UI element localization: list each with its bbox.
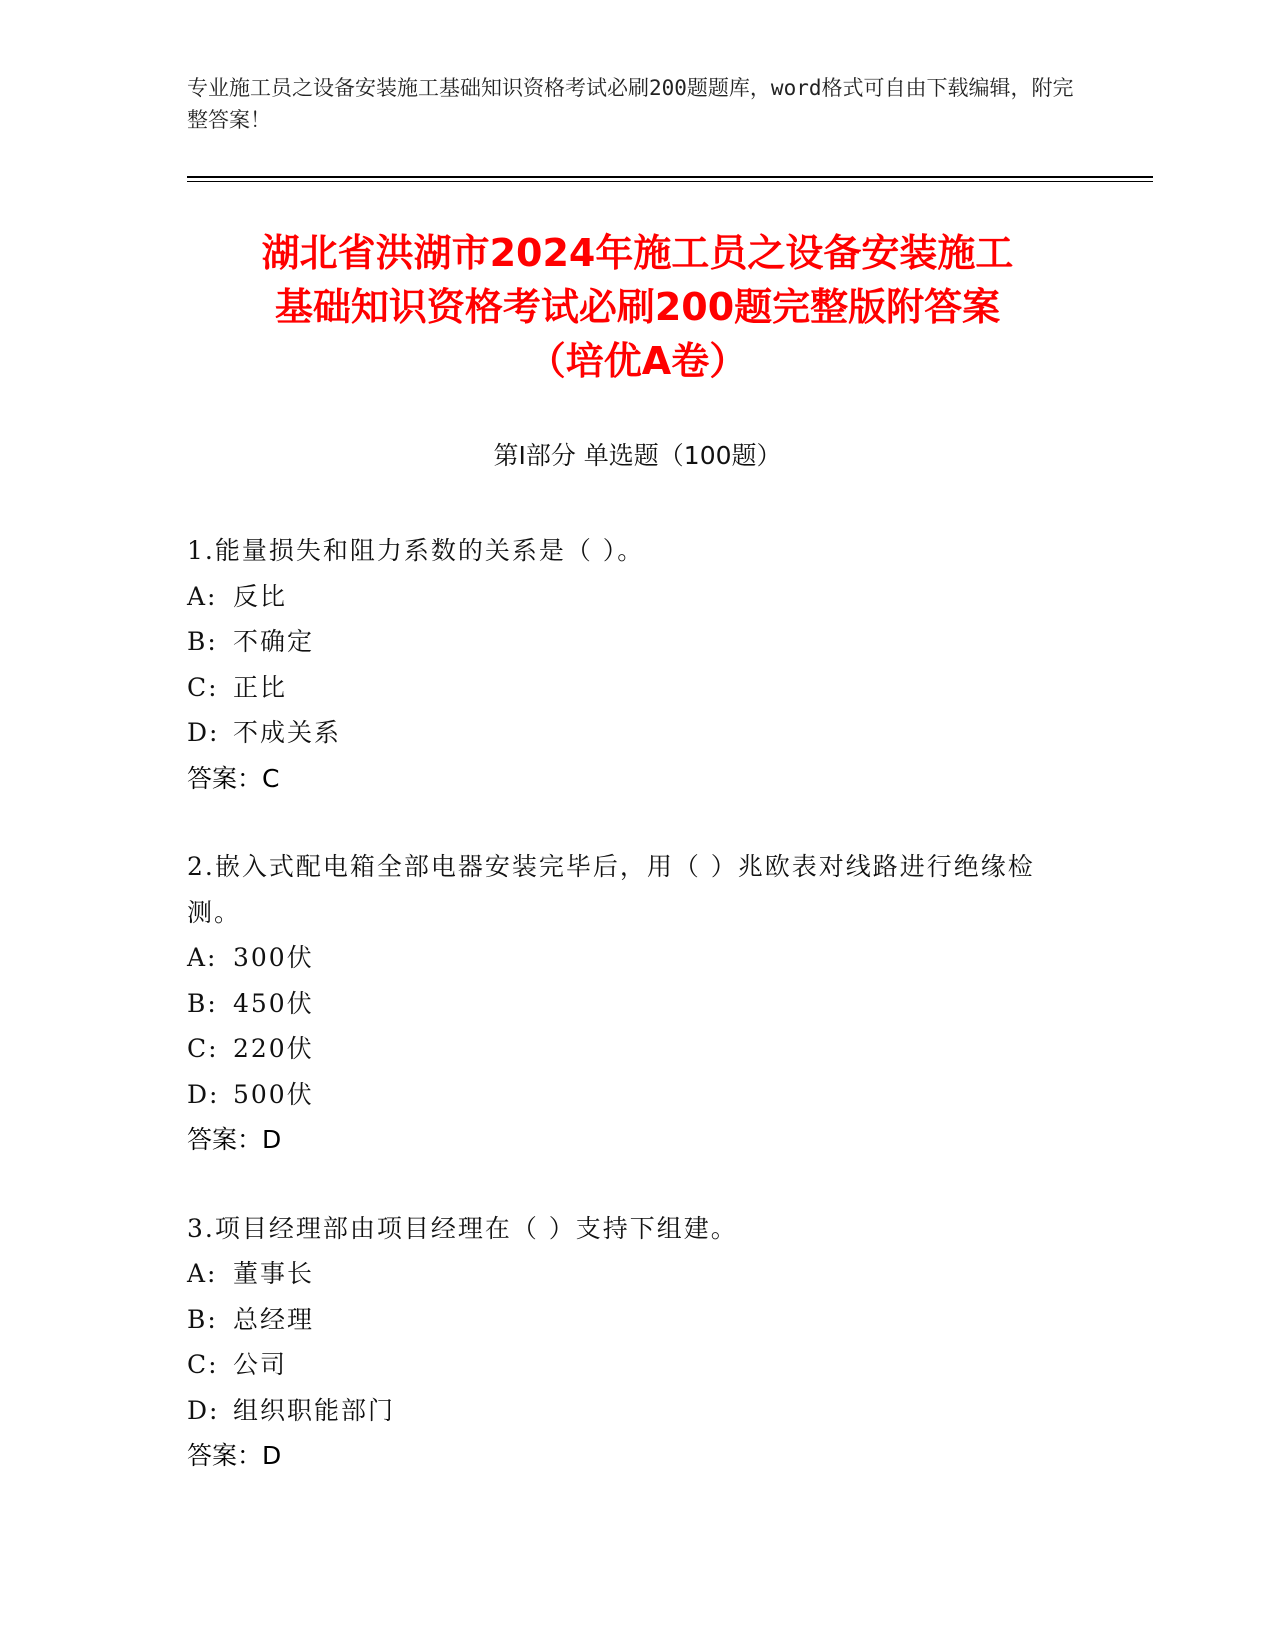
question-stem: 1.能量损失和阻力系数的关系是（ ）。 bbox=[187, 536, 645, 565]
option-letter: B: bbox=[187, 1304, 218, 1334]
question-2 bbox=[187, 844, 1087, 1163]
option-letter: D: bbox=[187, 1079, 220, 1109]
answer: 答案：C bbox=[187, 763, 280, 793]
answer: 答案：D bbox=[187, 1125, 282, 1154]
question-stem: 3.项目经理部由项目经理在（ ）支持下组建。 bbox=[187, 1213, 738, 1243]
option-letter: D: bbox=[187, 718, 220, 747]
header-note: 专业施工员之设备安装施工基础知识资格考试必刷200题题库，word格式可自由下载编辑，附完整答案！ bbox=[187, 76, 1074, 132]
option-text: 反比 bbox=[233, 581, 288, 611]
option-b bbox=[187, 981, 1087, 1027]
title-line-3: （培优A卷） bbox=[527, 339, 748, 383]
option-text: 220伏 bbox=[233, 1034, 314, 1063]
option-letter: B: bbox=[187, 627, 218, 656]
option-letter: A: bbox=[187, 943, 218, 972]
option-d bbox=[187, 710, 1087, 756]
document-title bbox=[150, 226, 1125, 388]
section-title: 第Ⅰ部分 单选题（100题） bbox=[493, 441, 782, 470]
option-d bbox=[187, 1388, 1087, 1434]
option-letter: C: bbox=[187, 1350, 219, 1379]
option-letter: A: bbox=[187, 1259, 218, 1288]
option-text: 总经理 bbox=[233, 1304, 315, 1334]
header-rule-thin bbox=[187, 181, 1153, 182]
option-a bbox=[187, 574, 1087, 620]
option-letter: C: bbox=[187, 1034, 219, 1063]
option-text: 不成关系 bbox=[233, 718, 342, 747]
title-line-2: 基础知识资格考试必刷200题完整版附答案 bbox=[274, 285, 1001, 329]
option-b bbox=[187, 619, 1087, 665]
option-text: 500伏 bbox=[233, 1079, 314, 1109]
title-line-1: 湖北省洪湖市2024年施工员之设备安装施工 bbox=[261, 231, 1014, 275]
option-d bbox=[187, 1072, 1087, 1118]
option-letter: C: bbox=[187, 672, 219, 702]
answer: 答案：D bbox=[187, 1441, 282, 1470]
option-text: 300伏 bbox=[233, 943, 314, 972]
option-c bbox=[187, 1342, 1087, 1388]
question-stem: 2.嵌入式配电箱全部电器安装完毕后，用（ ）兆欧表对线路进行绝缘检测。 bbox=[187, 852, 1035, 927]
option-b bbox=[187, 1297, 1087, 1343]
question-3 bbox=[187, 1206, 1087, 1479]
option-letter: D: bbox=[187, 1395, 220, 1425]
question-list bbox=[187, 528, 1087, 1522]
option-text: 组织职能部门 bbox=[233, 1395, 396, 1425]
question-1 bbox=[187, 528, 1087, 801]
option-text: 450伏 bbox=[233, 988, 314, 1018]
option-a bbox=[187, 1251, 1087, 1297]
option-letter: B: bbox=[187, 988, 218, 1018]
option-text: 正比 bbox=[233, 672, 288, 702]
option-c bbox=[187, 1026, 1087, 1072]
option-text: 董事长 bbox=[233, 1259, 315, 1288]
header-rule-thick bbox=[187, 176, 1153, 178]
option-a bbox=[187, 935, 1087, 981]
option-letter: A: bbox=[187, 581, 218, 611]
option-text: 公司 bbox=[233, 1350, 288, 1379]
option-text: 不确定 bbox=[233, 627, 315, 656]
option-c bbox=[187, 665, 1087, 711]
